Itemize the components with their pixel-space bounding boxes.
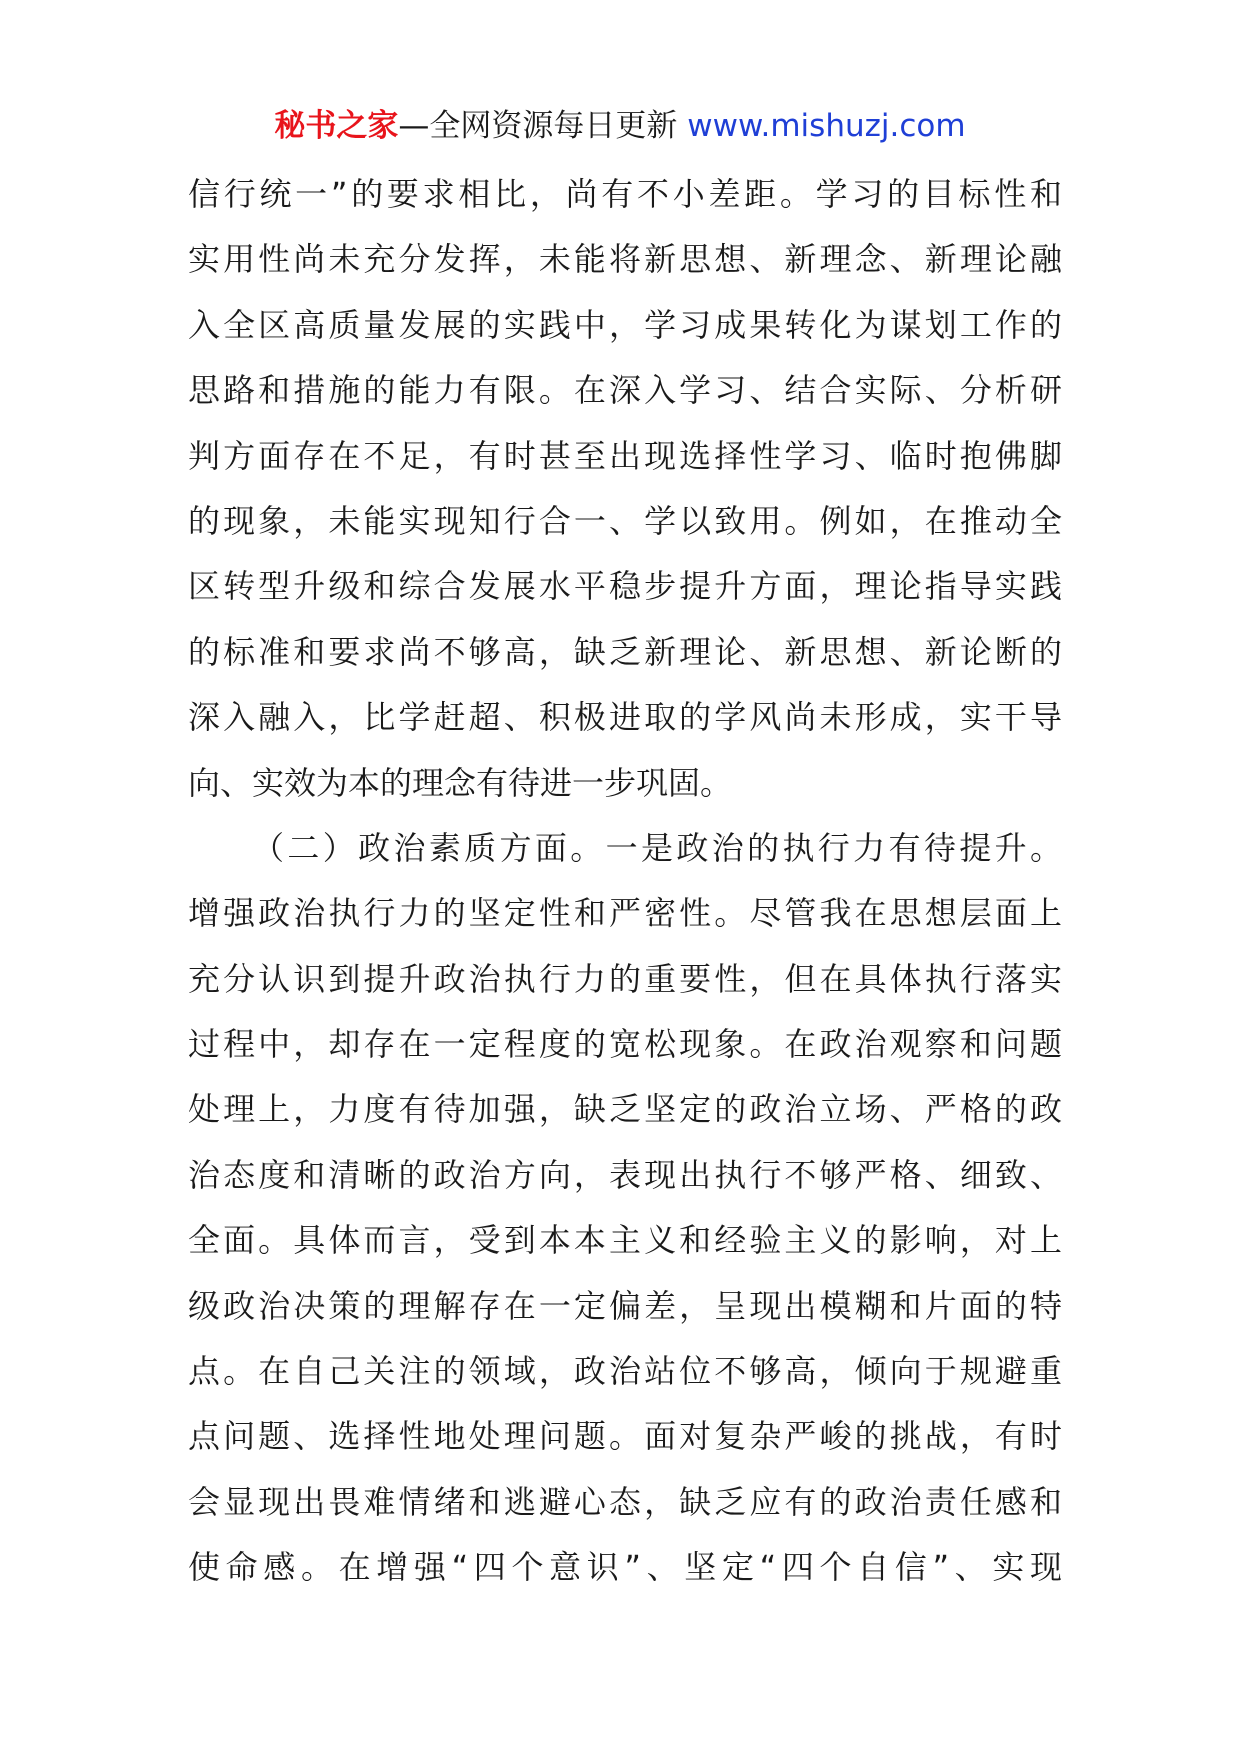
text-line: 级政治决策的理解存在一定偏差，呈现出模糊和片面的特 (188, 1286, 1062, 1325)
text-line: 治态度和清晰的政治方向，表现出执行不够严格、细致、 (188, 1155, 1062, 1194)
text-line: 区转型升级和综合发展水平稳步提升方面，理论指导实践 (188, 567, 1062, 606)
text-line: 全面。具体而言，受到本本主义和经验主义的影响，对上 (188, 1221, 1062, 1260)
header-brand: 秘书之家 (274, 108, 399, 144)
text-line: 思路和措施的能力有限。在深入学习、结合实际、分析研 (188, 371, 1062, 410)
header-url[interactable]: www.mishuzj.com (687, 108, 966, 144)
text-line: 入全区高质量发展的实践中，学习成果转化为谋划工作的 (188, 305, 1062, 344)
text-line: 信行统一”的要求相比，尚有不小差距。学习的目标性和 (188, 175, 1062, 213)
text-line: 过程中，却存在一定程度的宽松现象。在政治观察和问题 (188, 1025, 1062, 1064)
text-line: 充分认识到提升政治执行力的重要性，但在具体执行落实 (188, 959, 1062, 998)
text-line: 判方面存在不足，有时甚至出现选择性学习、临时抱佛脚 (188, 436, 1062, 475)
text-line: 点问题、选择性地处理问题。面对复杂严峻的挑战，有时 (188, 1417, 1062, 1456)
text-line: 使命感。在增强“四个意识”、坚定“四个自信”、实现 (188, 1548, 1062, 1587)
document-body (188, 162, 1062, 1601)
text-line: 点。在自己关注的领域，政治站位不够高，倾向于规避重 (188, 1352, 1062, 1391)
text-line: 的现象，未能实现知行合一、学以致用。例如，在推动全 (188, 501, 1062, 540)
text-line: 的标准和要求尚不够高，缺乏新理论、新思想、新论断的 (188, 632, 1062, 671)
header-tagline: —全网资源每日更新 (398, 108, 678, 144)
text-line: 处理上，力度有待加强，缺乏坚定的政治立场、严格的政 (188, 1090, 1062, 1129)
text-line: 实用性尚未充分发挥，未能将新思想、新理念、新理论融 (188, 240, 1062, 279)
text-line: 深入融入，比学赶超、积极进取的学风尚未形成，实干导 (188, 698, 1062, 737)
text-line: 增强政治执行力的坚定性和严密性。尽管我在思想层面上 (188, 894, 1062, 933)
text-line: （二）政治素质方面。一是政治的执行力有待提升。 (252, 828, 1062, 867)
text-line: 会显现出畏难情绪和逃避心态，缺乏应有的政治责任感和 (188, 1482, 1062, 1521)
page-header (0, 100, 1240, 152)
text-line: 向、实效为本的理念有待进一步巩固。 (188, 763, 733, 802)
